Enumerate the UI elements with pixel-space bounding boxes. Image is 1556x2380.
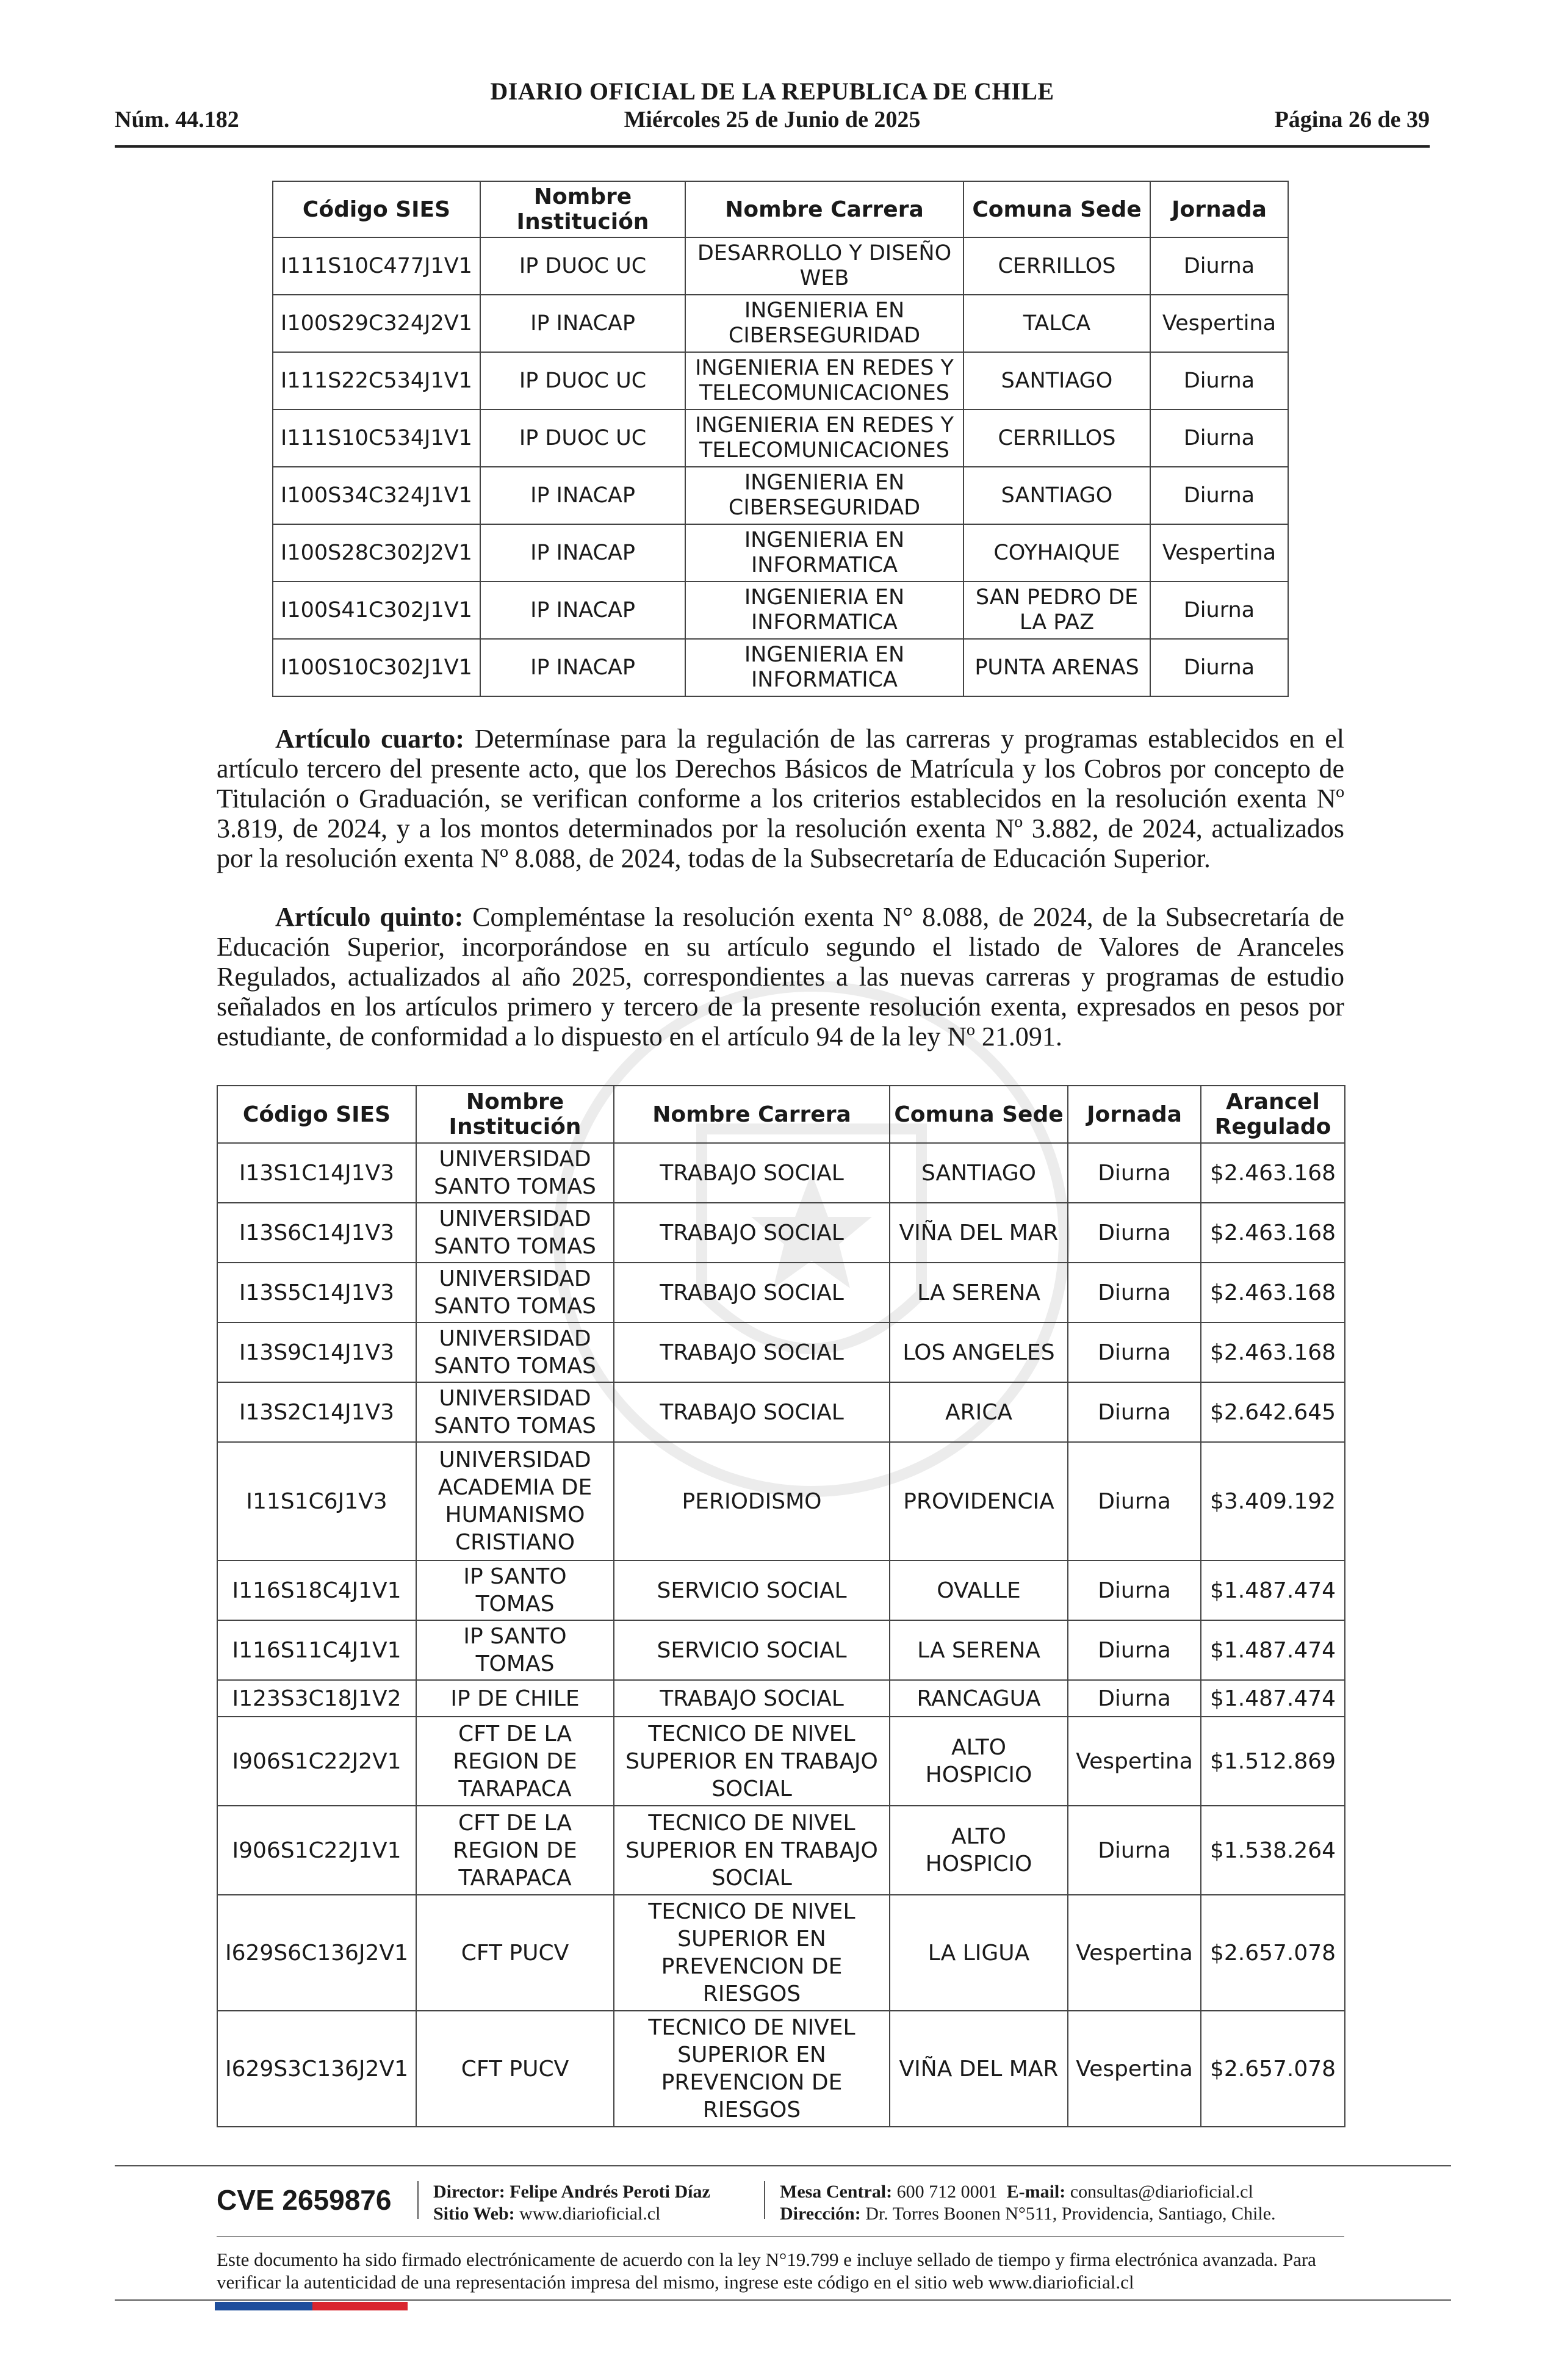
cell-carrera: INGENIERIA EN CIBERSEGURIDAD <box>685 467 963 524</box>
cell-codigo-sies: I100S10C302J1V1 <box>273 639 480 696</box>
cell-codigo-sies: I906S1C22J2V1 <box>217 1717 416 1806</box>
cell-jornada: Diurna <box>1068 1143 1201 1203</box>
table-row <box>273 582 1288 639</box>
cell-comuna-sede: PUNTA ARENAS <box>963 639 1150 696</box>
cell-carrera: SERVICIO SOCIAL <box>614 1560 890 1620</box>
cell-jornada: Diurna <box>1068 1322 1201 1382</box>
cell-codigo-sies: I629S6C136J2V1 <box>217 1895 416 2011</box>
legal-notice: Este documento ha sido firmado electrónicamente de acuerdo con la ley N°19.799 e incluye sellado de tiempo y firma electrónica avanzada. Para verificar la autenticidad de una representación impresa del mismo, ingrese este código en el sitio web www.diarioficial.cl <box>217 2249 1316 2293</box>
cell-carrera: INGENIERIA EN REDES Y TELECOMUNICACIONES <box>685 409 963 467</box>
cell-institucion: IP DE CHILE <box>416 1680 614 1717</box>
cell-carrera: TRABAJO SOCIAL <box>614 1143 890 1203</box>
cell-arancel: $1.512.869 <box>1201 1717 1345 1806</box>
table-row <box>273 524 1288 582</box>
cell-codigo-sies: I111S10C534J1V1 <box>273 409 480 467</box>
table-row <box>217 2011 1345 2127</box>
table-row <box>273 467 1288 524</box>
cell-comuna-sede: CERRILLOS <box>963 237 1150 295</box>
cell-institucion: UNIVERSIDAD SANTO TOMAS <box>416 1203 614 1263</box>
cell-institucion: CFT PUCV <box>416 2011 614 2127</box>
table-row <box>217 1442 1345 1560</box>
table-row <box>273 639 1288 696</box>
cell-codigo-sies: I13S9C14J1V3 <box>217 1322 416 1382</box>
table-row <box>217 1560 1345 1620</box>
cell-codigo-sies: I111S22C534J1V1 <box>273 352 480 409</box>
cell-comuna-sede: SAN PEDRO DE LA PAZ <box>963 582 1150 639</box>
cell-institucion: UNIVERSIDAD SANTO TOMAS <box>416 1322 614 1382</box>
cell-jornada: Vespertina <box>1150 295 1288 352</box>
cell-comuna-sede: RANCAGUA <box>890 1680 1068 1717</box>
cell-carrera: INGENIERIA EN REDES Y TELECOMUNICACIONES <box>685 352 963 409</box>
cell-arancel: $1.538.264 <box>1201 1806 1345 1895</box>
cell-institucion: IP INACAP <box>480 582 685 639</box>
cell-carrera: TECNICO DE NIVEL SUPERIOR EN TRABAJO SOCIAL <box>614 1806 890 1895</box>
cell-codigo-sies: I116S18C4J1V1 <box>217 1560 416 1620</box>
tuition-table <box>217 1085 1345 2127</box>
cell-institucion: IP SANTO TOMAS <box>416 1620 614 1680</box>
cell-carrera: INGENIERIA EN INFORMATICA <box>685 582 963 639</box>
cell-institucion: IP INACAP <box>480 524 685 582</box>
article-cuarto-label: Artículo cuarto: <box>275 724 464 754</box>
cell-institucion: UNIVERSIDAD SANTO TOMAS <box>416 1382 614 1442</box>
cell-institucion: IP DUOC UC <box>480 409 685 467</box>
cell-carrera: DESARROLLO Y DISEÑO WEB <box>685 237 963 295</box>
address-text: Dr. Torres Boonen N°511, Providencia, Santiago, Chile. <box>865 2204 1276 2224</box>
cell-comuna-sede: PROVIDENCIA <box>890 1442 1068 1560</box>
header-arancel-regulado: Arancel Regulado <box>1201 1086 1345 1143</box>
table-row <box>217 1680 1345 1717</box>
header-nombre-carrera: Nombre Carrera <box>685 181 963 237</box>
director-name: Felipe Andrés Peroti Díaz <box>510 2182 710 2202</box>
table-row <box>273 237 1288 295</box>
table-row <box>217 1143 1345 1203</box>
footer-bottom-rule <box>115 2299 1451 2301</box>
footer-contact <box>780 2181 1253 2203</box>
cell-comuna-sede: SANTIAGO <box>963 467 1150 524</box>
cell-comuna-sede: TALCA <box>963 295 1150 352</box>
cell-jornada: Vespertina <box>1068 2011 1201 2127</box>
footer-separator <box>417 2181 419 2219</box>
cell-codigo-sies: I13S5C14J1V3 <box>217 1263 416 1322</box>
header-codigo-sies: Código SIES <box>217 1086 416 1143</box>
cell-comuna-sede: VIÑA DEL MAR <box>890 2011 1068 2127</box>
cell-carrera: TECNICO DE NIVEL SUPERIOR EN TRABAJO SOCIAL <box>614 1717 890 1806</box>
footer-separator <box>764 2181 765 2219</box>
header-nombre-institucion: Nombre Institución <box>416 1086 614 1143</box>
cell-comuna-sede: CERRILLOS <box>963 409 1150 467</box>
cell-institucion: IP INACAP <box>480 467 685 524</box>
cell-arancel: $2.463.168 <box>1201 1203 1345 1263</box>
cell-arancel: $1.487.474 <box>1201 1560 1345 1620</box>
cell-institucion: UNIVERSIDAD ACADEMIA DE HUMANISMO CRISTIANO <box>416 1442 614 1560</box>
cell-arancel: $2.642.645 <box>1201 1382 1345 1442</box>
email-label: E-mail: <box>1006 2182 1066 2202</box>
cell-carrera: INGENIERIA EN CIBERSEGURIDAD <box>685 295 963 352</box>
cell-codigo-sies: I123S3C18J1V2 <box>217 1680 416 1717</box>
page-number: Página 26 de 39 <box>1274 107 1430 132</box>
cell-comuna-sede: SANTIAGO <box>963 352 1150 409</box>
table-row <box>273 295 1288 352</box>
table-header-row <box>217 1086 1345 1143</box>
mesa-phone: 600 712 0001 <box>896 2182 998 2202</box>
article-cuarto <box>217 724 1344 873</box>
cell-comuna-sede: LOS ANGELES <box>890 1322 1068 1382</box>
cell-institucion: IP SANTO TOMAS <box>416 1560 614 1620</box>
cell-codigo-sies: I100S29C324J2V1 <box>273 295 480 352</box>
table-row <box>273 409 1288 467</box>
table-row <box>217 1620 1345 1680</box>
flag-stripe-red <box>312 2302 408 2310</box>
cell-carrera: PERIODISMO <box>614 1442 890 1560</box>
article-quinto-label: Artículo quinto: <box>275 902 464 932</box>
cell-carrera: SERVICIO SOCIAL <box>614 1620 890 1680</box>
footer-top-rule <box>115 2165 1451 2166</box>
table-row <box>217 1322 1345 1382</box>
cell-codigo-sies: I13S1C14J1V3 <box>217 1143 416 1203</box>
cell-carrera: TECNICO DE NIVEL SUPERIOR EN PREVENCION DE RIESGOS <box>614 1895 890 2011</box>
header-comuna-sede: Comuna Sede <box>890 1086 1068 1143</box>
cell-institucion: IP INACAP <box>480 295 685 352</box>
table-row <box>217 1382 1345 1442</box>
cell-carrera: TRABAJO SOCIAL <box>614 1263 890 1322</box>
table-row <box>217 1806 1345 1895</box>
director-label: Director: <box>433 2182 505 2202</box>
page-header <box>115 73 1430 148</box>
cell-jornada: Vespertina <box>1068 1895 1201 2011</box>
article-quinto-text: Compleméntase la resolución exenta N° 8.088, de 2024, de la Subsecretaría de Educación Superior, incorporándose en su artículo segundo el listado de Valores de Aranceles Regulados, actualizados al año 2025, correspondientes a las nuevas carreras y programas de estudio señalados en los artículos primero y tercero de la presente resolución exenta, expresados en pesos por estudiante, de conformidad a lo dispuesto en el artículo 94 de la ley Nº 21.091. <box>217 902 1344 1051</box>
header-jornada: Jornada <box>1068 1086 1201 1143</box>
cell-codigo-sies: I906S1C22J1V1 <box>217 1806 416 1895</box>
footer-middle-rule <box>217 2236 1344 2237</box>
cell-codigo-sies: I11S1C6J1V3 <box>217 1442 416 1560</box>
cell-carrera: TRABAJO SOCIAL <box>614 1680 890 1717</box>
cell-codigo-sies: I13S6C14J1V3 <box>217 1203 416 1263</box>
cell-institucion: IP DUOC UC <box>480 352 685 409</box>
cell-jornada: Diurna <box>1068 1806 1201 1895</box>
cve-code: CVE 2659876 <box>217 2184 392 2216</box>
table-header-row <box>273 181 1288 237</box>
header-nombre-carrera: Nombre Carrera <box>614 1086 890 1143</box>
cell-jornada: Vespertina <box>1068 1717 1201 1806</box>
cell-codigo-sies: I629S3C136J2V1 <box>217 2011 416 2127</box>
cell-arancel: $3.409.192 <box>1201 1442 1345 1560</box>
cell-jornada: Diurna <box>1150 409 1288 467</box>
cell-arancel: $2.657.078 <box>1201 1895 1345 2011</box>
cell-comuna-sede: COYHAIQUE <box>963 524 1150 582</box>
cell-arancel: $2.463.168 <box>1201 1322 1345 1382</box>
header-comuna-sede: Comuna Sede <box>963 181 1150 237</box>
cell-arancel: $1.487.474 <box>1201 1680 1345 1717</box>
cell-carrera: TRABAJO SOCIAL <box>614 1382 890 1442</box>
header-nombre-institucion: Nombre Institución <box>480 181 685 237</box>
table-row <box>217 1203 1345 1263</box>
issue-date: Miércoles 25 de Junio de 2025 <box>624 107 921 132</box>
article-cuarto-text: Determínase para la regulación de las carreras y programas establecidos en el artículo tercero del presente acto, que los Derechos Básicos de Matrícula y los Cobros por concepto de Titulación o Graduación, se verifican conforme a los criterios establecidos en la resolución exenta Nº 3.819, de 2024, y a los montos determinados por la resolución exenta Nº 3.882, de 2024, actualizados por la resolución exenta Nº 8.088, de 2024, todas de la Subsecretaría de Educación Superior. <box>217 724 1344 873</box>
cell-comuna-sede: ALTO HOSPICIO <box>890 1717 1068 1806</box>
cell-codigo-sies: I100S28C302J2V1 <box>273 524 480 582</box>
cell-codigo-sies: I100S41C302J1V1 <box>273 582 480 639</box>
footer-website <box>433 2203 660 2225</box>
cell-arancel: $2.657.078 <box>1201 2011 1345 2127</box>
cell-codigo-sies: I13S2C14J1V3 <box>217 1382 416 1442</box>
cell-carrera: TRABAJO SOCIAL <box>614 1203 890 1263</box>
cell-comuna-sede: OVALLE <box>890 1560 1068 1620</box>
cell-comuna-sede: LA LIGUA <box>890 1895 1068 2011</box>
cell-institucion: CFT DE LA REGION DE TARAPACA <box>416 1806 614 1895</box>
cell-jornada: Diurna <box>1068 1620 1201 1680</box>
cell-comuna-sede: ALTO HOSPICIO <box>890 1806 1068 1895</box>
cell-codigo-sies: I116S11C4J1V1 <box>217 1620 416 1680</box>
article-quinto <box>217 902 1344 1051</box>
website-link[interactable]: www.diarioficial.cl <box>519 2204 661 2224</box>
cell-jornada: Vespertina <box>1150 524 1288 582</box>
address-label: Dirección: <box>780 2204 861 2224</box>
cell-jornada: Diurna <box>1068 1442 1201 1560</box>
footer-address <box>780 2203 1276 2225</box>
header-codigo-sies: Código SIES <box>273 181 480 237</box>
cell-jornada: Diurna <box>1150 352 1288 409</box>
cell-codigo-sies: I111S10C477J1V1 <box>273 237 480 295</box>
table-row <box>217 1895 1345 2011</box>
cell-arancel: $1.487.474 <box>1201 1620 1345 1680</box>
gazette-title: DIARIO OFICIAL DE LA REPUBLICA DE CHILE <box>490 78 1054 105</box>
cell-carrera: INGENIERIA EN INFORMATICA <box>685 524 963 582</box>
table-row <box>217 1263 1345 1322</box>
cell-institucion: CFT DE LA REGION DE TARAPACA <box>416 1717 614 1806</box>
cell-comuna-sede: LA SERENA <box>890 1263 1068 1322</box>
cell-comuna-sede: ARICA <box>890 1382 1068 1442</box>
cell-comuna-sede: LA SERENA <box>890 1620 1068 1680</box>
cell-institucion: CFT PUCV <box>416 1895 614 2011</box>
cell-institucion: IP DUOC UC <box>480 237 685 295</box>
cell-arancel: $2.463.168 <box>1201 1143 1345 1203</box>
cell-institucion: UNIVERSIDAD SANTO TOMAS <box>416 1143 614 1203</box>
cell-jornada: Diurna <box>1150 467 1288 524</box>
mesa-label: Mesa Central: <box>780 2182 893 2202</box>
careers-table <box>272 181 1289 697</box>
issue-number: Núm. 44.182 <box>115 107 239 132</box>
cell-carrera: TECNICO DE NIVEL SUPERIOR EN PREVENCION DE RIESGOS <box>614 2011 890 2127</box>
cell-jornada: Diurna <box>1068 1263 1201 1322</box>
cell-carrera: INGENIERIA EN INFORMATICA <box>685 639 963 696</box>
table-row <box>217 1717 1345 1806</box>
website-label: Sitio Web: <box>433 2204 515 2224</box>
flag-stripe-blue <box>215 2302 312 2310</box>
cell-codigo-sies: I100S34C324J1V1 <box>273 467 480 524</box>
header-jornada: Jornada <box>1150 181 1288 237</box>
cell-comuna-sede: SANTIAGO <box>890 1143 1068 1203</box>
cell-comuna-sede: VIÑA DEL MAR <box>890 1203 1068 1263</box>
cell-jornada: Diurna <box>1068 1203 1201 1263</box>
cell-jornada: Diurna <box>1068 1382 1201 1442</box>
cell-jornada: Diurna <box>1150 639 1288 696</box>
cell-institucion: IP INACAP <box>480 639 685 696</box>
cell-institucion: UNIVERSIDAD SANTO TOMAS <box>416 1263 614 1322</box>
cell-arancel: $2.463.168 <box>1201 1263 1345 1322</box>
cell-jornada: Diurna <box>1150 237 1288 295</box>
table-row <box>273 352 1288 409</box>
footer-director <box>433 2181 710 2203</box>
cell-carrera: TRABAJO SOCIAL <box>614 1322 890 1382</box>
cell-jornada: Diurna <box>1068 1560 1201 1620</box>
cell-jornada: Diurna <box>1068 1680 1201 1717</box>
email-link[interactable]: consultas@diarioficial.cl <box>1070 2182 1253 2202</box>
cell-jornada: Diurna <box>1150 582 1288 639</box>
